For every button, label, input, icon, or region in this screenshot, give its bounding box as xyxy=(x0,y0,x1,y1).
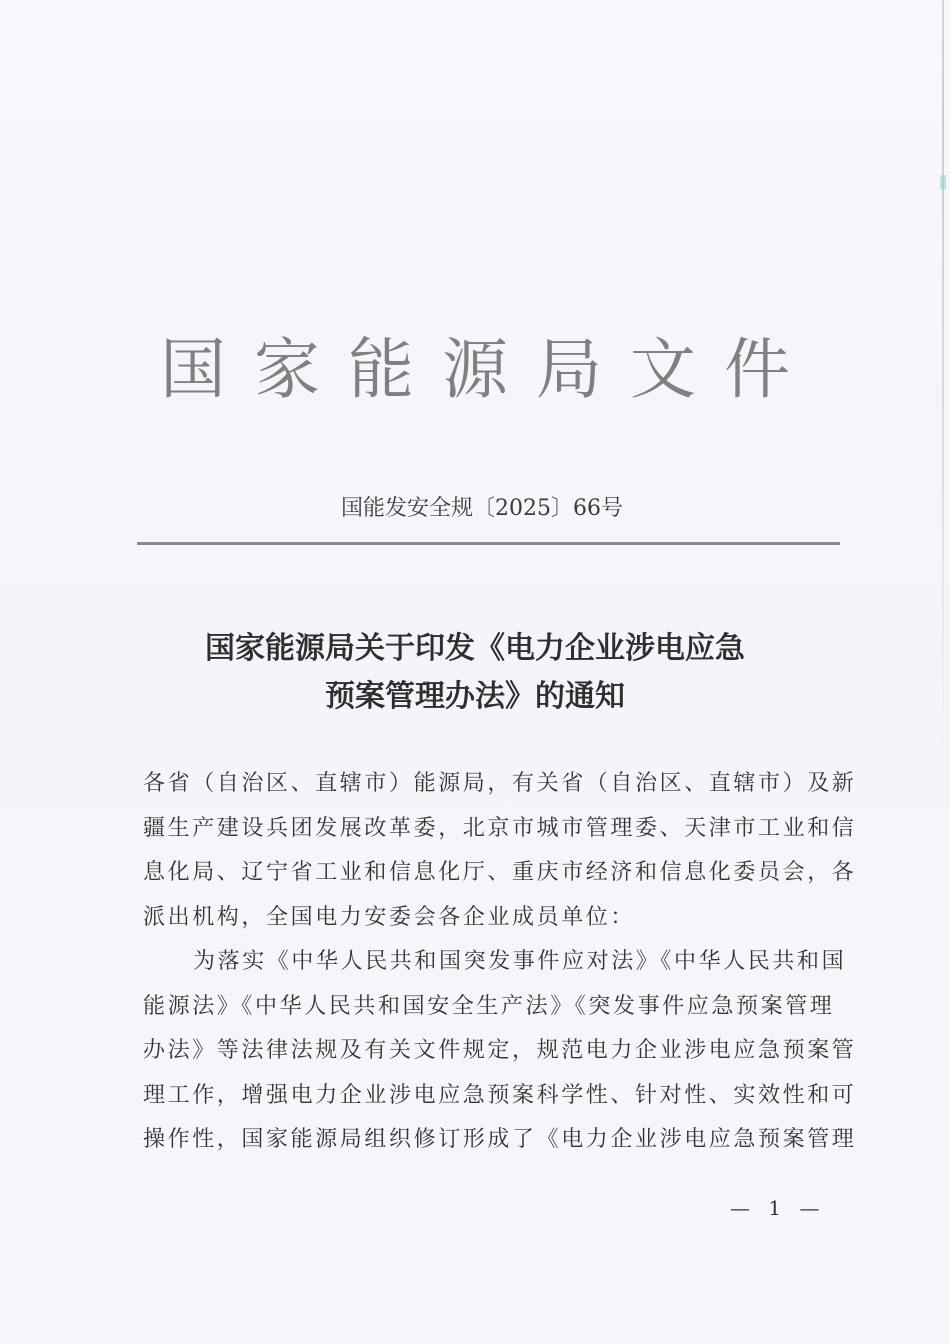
page-number: — 1 — xyxy=(730,1196,826,1220)
paragraph-line: 能源法》《中华人民共和国安全生产法》《突发事件应急预案管理 xyxy=(143,993,835,1019)
paragraph-line: 理工作，增强电力企业涉电应急预案科学性、针对性、实效性和可 xyxy=(143,1082,857,1108)
addressee-line: 各省（自治区、直辖市）能源局，有关省（自治区、直辖市）及新 xyxy=(143,771,857,796)
notice-title xyxy=(0,625,950,721)
body-paragraph xyxy=(143,940,855,1163)
header-divider xyxy=(137,542,840,545)
scan-artifact xyxy=(940,175,946,189)
paragraph-line: 操作性，国家能源局组织修订形成了《电力企业涉电应急预案管理 xyxy=(143,1127,857,1152)
notice-title-line-1: 国家能源局关于印发《电力企业涉电应急 xyxy=(205,631,745,666)
document-body xyxy=(143,762,855,1163)
addressee-block xyxy=(143,762,855,940)
paragraph-line: 为落实《中华人民共和国突发事件应对法》《中华人民共和国 xyxy=(193,949,847,974)
paragraph-line: 办法》等法律法规及有关文件规定，规范电力企业涉电应急预案管 xyxy=(143,1038,857,1063)
notice-title-line-2: 预案管理办法》的通知 xyxy=(325,679,625,714)
document-number: 国能发安全规〔2025〕66号 xyxy=(341,496,623,521)
masthead-title: 国家能源局文件 xyxy=(160,331,818,408)
addressee-line: 息化局、辽宁省工业和信息化厅、重庆市经济和信息化委员会，各 xyxy=(143,860,857,885)
addressee-line: 派出机构，全国电力安委会各企业成员单位： xyxy=(143,904,636,930)
addressee-line: 疆生产建设兵团发展改革委，北京市城市管理委、天津市工业和信 xyxy=(143,815,857,841)
